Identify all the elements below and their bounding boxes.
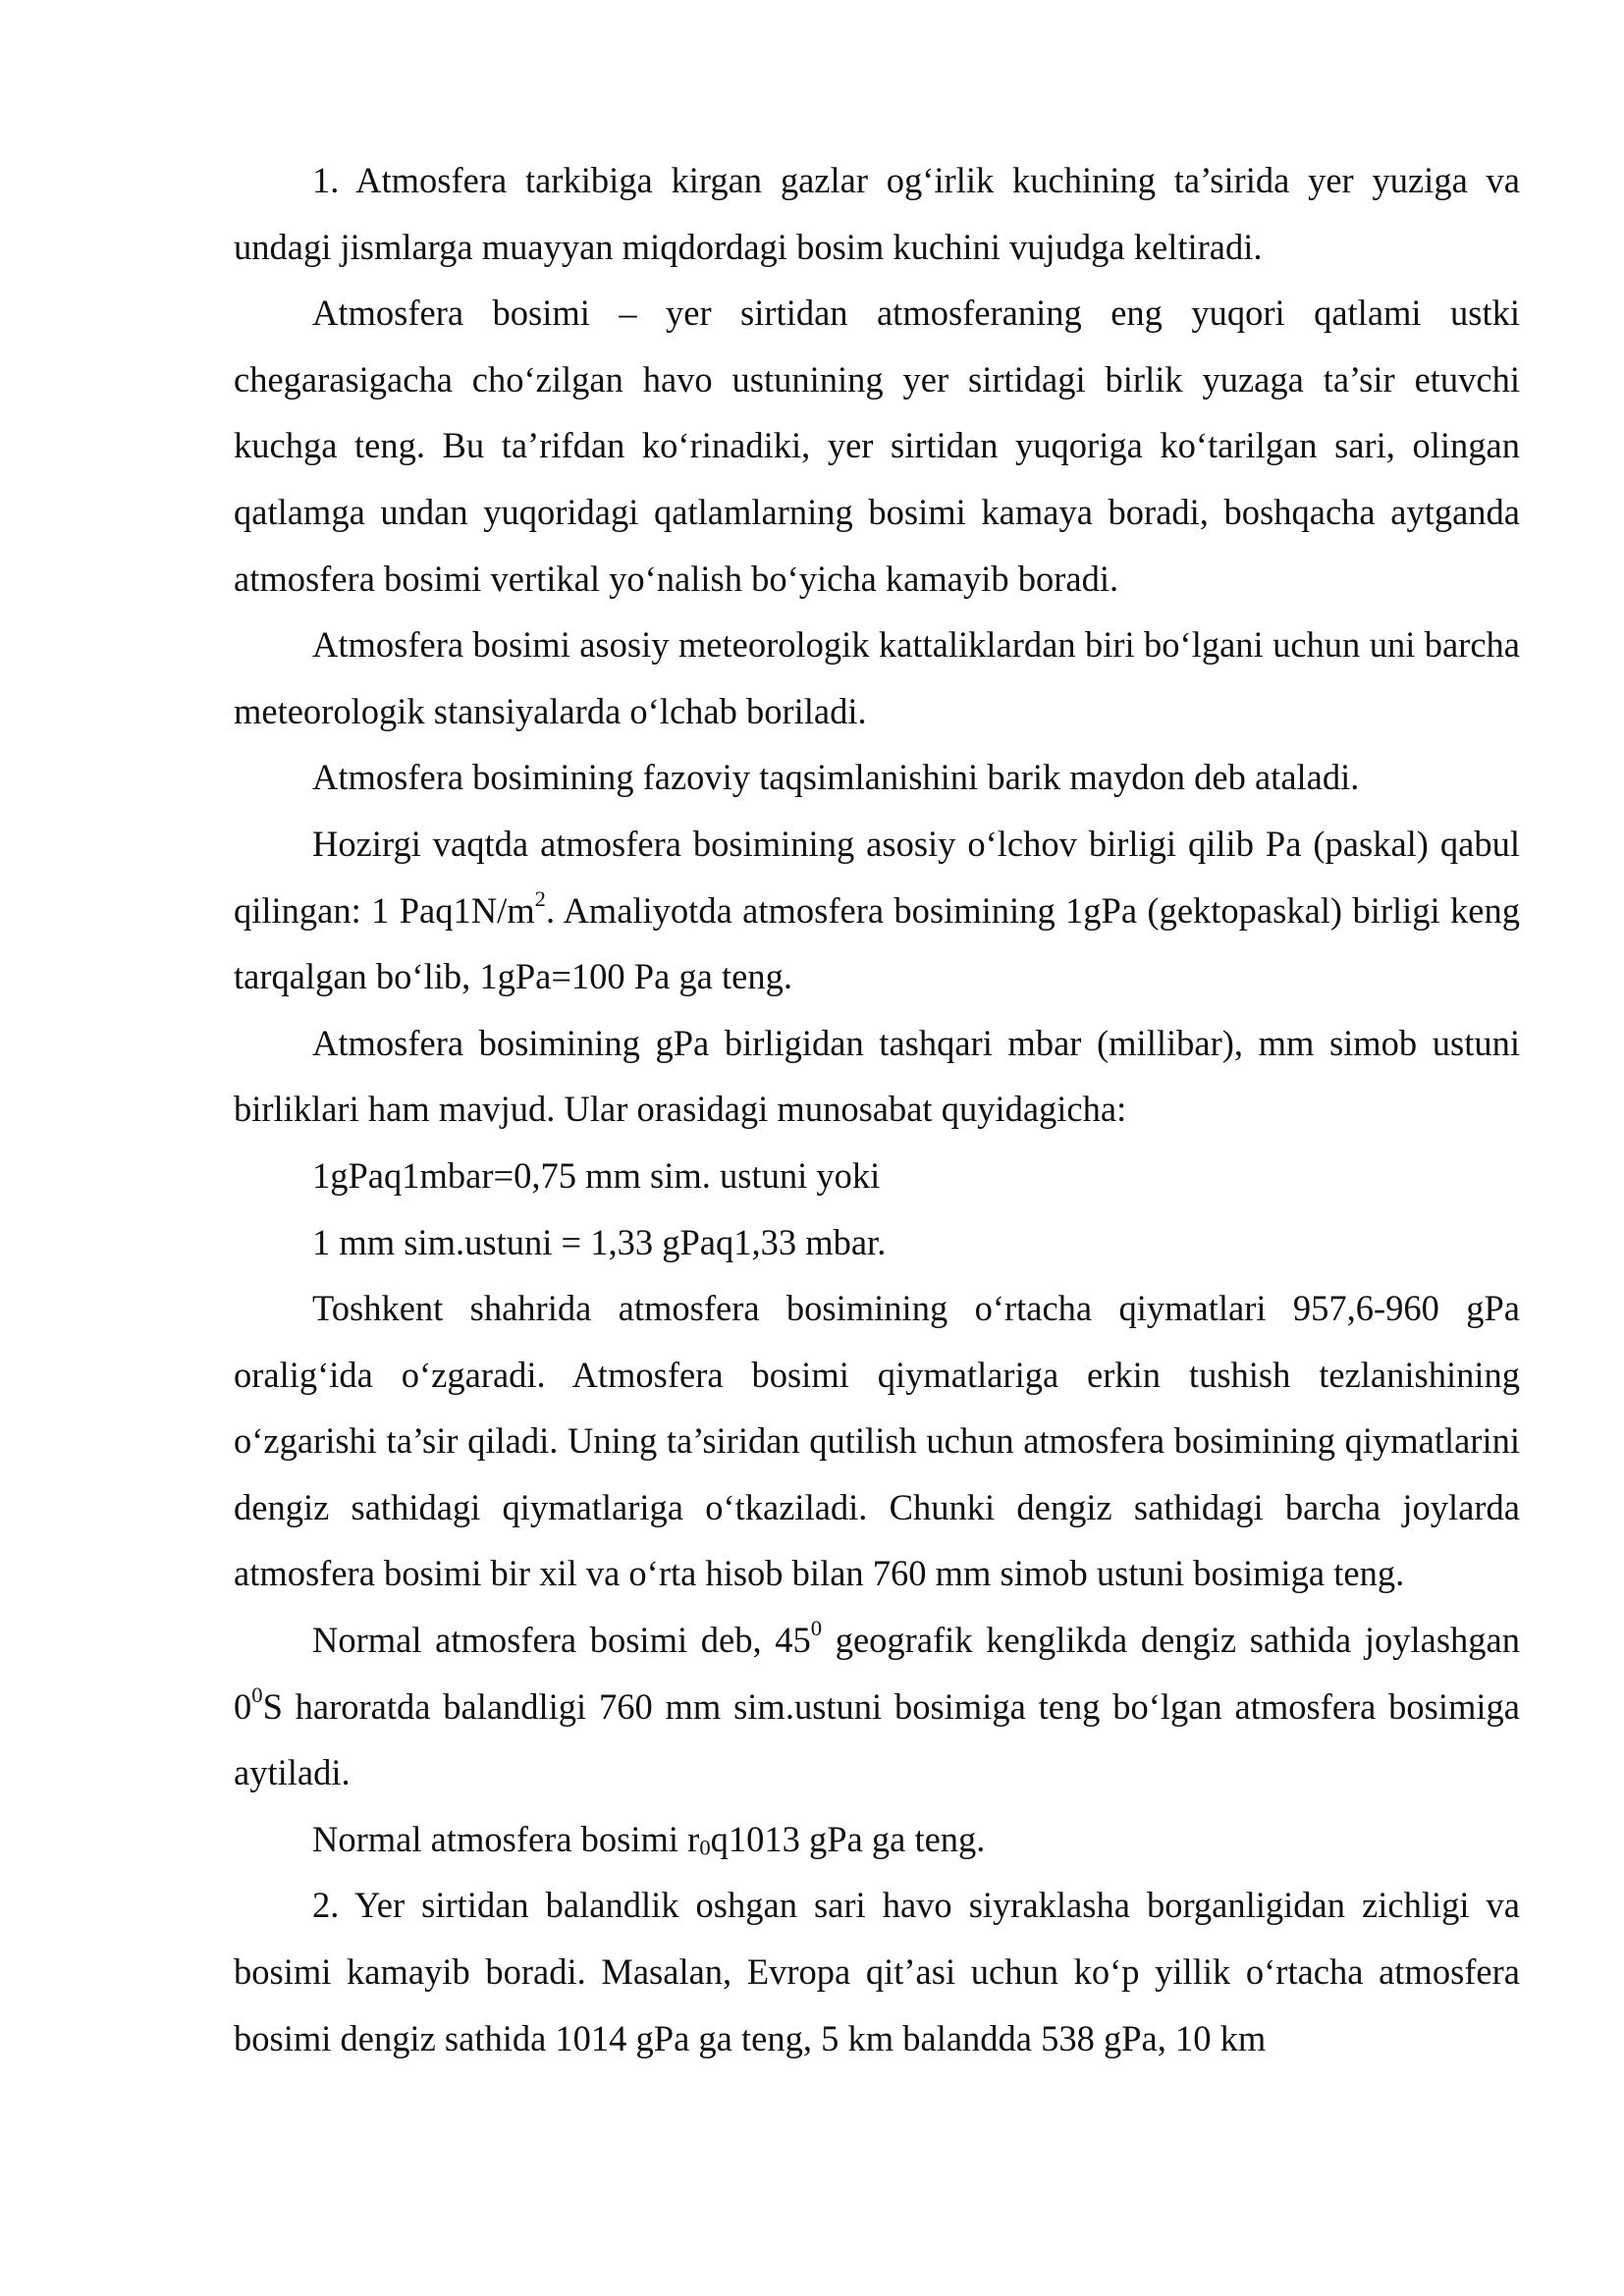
paragraph-pressure-definition: Atmosfera bosimi – yer sirtidan atmosferaning eng yuqori qatlami ustki chegarasigacha cho‘zilgan havo ustunining yer sirtidagi birlik yuzaga ta’sir etuvchi kuchga teng. Bu ta’rifdan ko‘rinadiki, yer sirtidan yuqoriga ko‘tarilgan sari, olingan qatlamga undan yuqoridagi qatlamlarning bosimi kamaya boradi, boshqacha aytganda atmosfera bosimi vertikal yo‘nalish bo‘yicha kamayib boradi. [234, 293, 1520, 599]
paragraph-baric-field: Atmosfera bosimining fazoviy taqsimlanishini barik maydon deb ataladi. [312, 757, 1360, 798]
pressure-units-text-1: Hozirgi vaqtda atmosfera bosimining asosiy o‘lchov birligi qilib Pa (paskal) qabul qilingan: 1 Paq1N/m [234, 823, 1520, 931]
paragraph-tashkent-pressure: Toshkent shahrida atmosfera bosimining o‘rtacha qiymatlari 957,6-960 gPa oralig‘ida o‘zgaradi. Atmosfera bosimi qiymatlariga erkin tushish tezlanishining o‘zgarishi ta’sir qiladi. Uning ta’siridan qutilish uchun atmosfera bosimining qiymatlarini dengiz sathidagi qiymatlariga o‘tkaziladi. Chunki dengiz sathidagi barcha joylarda atmosfera bosimi bir xil va o‘rta hisob bilan 760 mm simob ustuni bosimiga teng. [234, 1288, 1520, 1594]
superscript-2: 2 [534, 885, 546, 911]
document-page [234, 147, 1520, 2071]
degree-superscript: 0 [251, 1682, 263, 1707]
paragraph-other-units: Atmosfera bosimining gPa birligidan tashqari mbar (millibar), mm simob ustuni birliklari ham mavjud. Ular orasidagi munosabat quyidagicha: [234, 1022, 1520, 1130]
degree-superscript: 0 [810, 1616, 823, 1641]
paragraph-atmosphere-gases: 1. Atmosfera tarkibiga kirgan gazlar og‘irlik kuchining ta’sirida yer yuziga va undagi jismlarga muayyan miqdordagi bosim kuchini vujudga keltiradi. [234, 160, 1520, 267]
paragraph-normal-pressure-definition [234, 1607, 1520, 1806]
subscript-0: 0 [699, 1835, 711, 1860]
paragraph-measurement-stations: Atmosfera bosimi asosiy meteorologik kattaliklardan biri bo‘lgani uchun uni barcha meteorologik stansiyalarda o‘lchab boriladi. [234, 624, 1520, 731]
formula-line-1: 1gPaq1mbar=0,75 mm sim. ustuni yoki [312, 1154, 881, 1196]
normal-value-text-1: Normal atmosfera bosimi r [312, 1818, 700, 1859]
normal-pressure-text-2: geografik kenglikda dengiz sathida joylashgan 0 [234, 1620, 1520, 1727]
normal-pressure-text-1: Normal atmosfera bosimi deb, 45 [312, 1620, 811, 1661]
paragraph-altitude-pressure: 2. Yer sirtidan balandlik oshgan sari havo siyraklasha borganligidan zichligi va bosimi kamayib boradi. Masalan, Evropa qit’asi uchun ko‘p yillik o‘rtacha atmosfera bosimi dengiz sathida 1014 gPa ga teng, 5 km balandda 538 gPa, 10 km [234, 1885, 1520, 2058]
pressure-units-text-2: . Amaliyotda atmosfera bosimining 1gPa (gektopaskal) birligi keng tarqalgan bo‘lib, 1gPa=100 Pa ga teng. [234, 889, 1520, 997]
paragraph-pressure-units [234, 811, 1520, 1010]
normal-pressure-text-3: S haroratda balandligi 760 mm sim.ustuni bosimiga teng bo‘lgan atmosfera bosimiga aytiladi. [234, 1685, 1520, 1793]
paragraph-normal-pressure-value [234, 1806, 1520, 1873]
normal-value-text-2: q1013 gPa ga teng. [710, 1818, 986, 1859]
formula-line-2: 1 mm sim.ustuni = 1,33 gPaq1,33 mbar. [312, 1221, 887, 1262]
